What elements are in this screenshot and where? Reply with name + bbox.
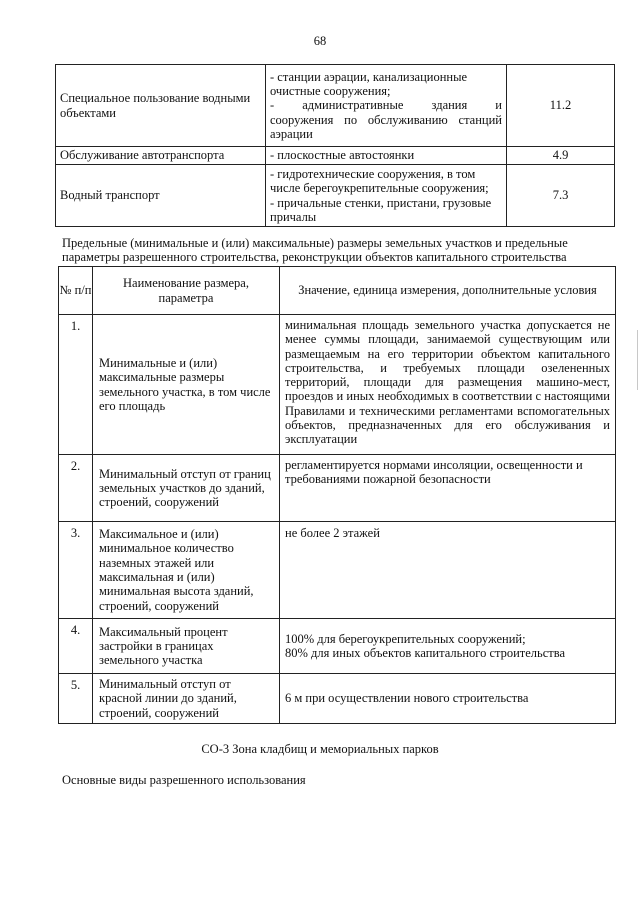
parameter-name: Минимальный отступ от границ земельных участков до зданий, строений, сооружений (93, 455, 280, 522)
parameter-value: минимальная площадь земельного участка допускается не менее суммы площади, занимаемой существующим или размещаемым на его территории объектом капитального строительства, и требуемых площади озелененных территорий, площади для размещения машино-мест, проездов и иных необходимых в соответствии с настоящими Правилами и техническими регламентами вспомогательных объектов, предназначенных для его обслуживания и эксплуатации (280, 315, 616, 455)
description-line: - причальные стенки, пристани, грузовые (270, 195, 492, 210)
table-row (56, 147, 615, 165)
permitted-uses-table (55, 64, 615, 227)
use-name: Специальное пользование водными объектами (56, 65, 266, 147)
use-name: Водный транспорт (56, 165, 266, 227)
parameter-value (280, 619, 616, 674)
table-row (59, 619, 616, 674)
parameter-value: не более 2 этажей (280, 522, 616, 619)
section-heading: Основные виды разрешенного использования (62, 773, 306, 787)
table-row (56, 65, 615, 147)
parameter-name: Минимальные и (или) максимальные размеры земельного участка, в том числе его площадь (93, 315, 280, 455)
description-line: аэрации (270, 126, 313, 141)
header-value: Значение, единица измерения, дополнительные условия (280, 267, 616, 315)
use-description (266, 147, 507, 165)
parameter-value: регламентируется нормами инсоляции, освещенности и требованиями пожарной безопасности (280, 455, 616, 522)
description-line: - гидротехнические сооружения, в том (270, 166, 476, 181)
description-line: - станции аэрации, канализационные (270, 69, 468, 84)
use-description (266, 165, 507, 227)
table-row (56, 165, 615, 227)
value-line: 100% для берегоукрепительных сооружений; (285, 631, 526, 646)
description-line: очистные сооружения; (270, 84, 391, 99)
row-number: 1. (59, 315, 93, 455)
table-row (59, 674, 616, 724)
parameters-table (58, 266, 616, 724)
description-line: причалы (270, 209, 317, 224)
description-line: сооружения по обслуживанию станций (270, 112, 502, 127)
use-code: 4.9 (507, 147, 615, 165)
use-code: 11.2 (507, 65, 615, 147)
table-header-row (59, 267, 616, 315)
use-description (266, 65, 507, 147)
params-intro-text: Предельные (минимальные и (или) максимальные) размеры земельных участков и предельные параметры разрешенного строительства, реконструкции объектов капитального строительства (62, 236, 568, 265)
header-name: Наименование размера, параметра (93, 267, 280, 315)
zone-title: СО-3 Зона кладбищ и мемориальных парков (201, 742, 439, 756)
description-line: - административные здания и (270, 98, 502, 113)
page-number: 68 (313, 34, 327, 48)
use-name: Обслуживание автотранспорта (56, 147, 266, 165)
parameter-name: Максимальное и (или) минимальное количество наземных этажей или максимальная и (или) минимальная высота зданий, строений, сооружений (93, 522, 280, 619)
row-number: 3. (59, 522, 93, 619)
parameter-name: Минимальный отступ от красной линии до зданий, строений, сооружений (93, 674, 280, 724)
table-row (59, 455, 616, 522)
table-row (59, 315, 616, 455)
row-number: 5. (59, 674, 93, 724)
use-code: 7.3 (507, 165, 615, 227)
scan-edge-mark (637, 330, 638, 390)
value-line: 80% для иных объектов капитального строительства (285, 646, 566, 660)
parameter-value: 6 м при осуществлении нового строительства (280, 674, 616, 724)
header-num: № п/п (59, 267, 93, 315)
row-number: 2. (59, 455, 93, 522)
description-line: - плоскостные автостоянки (270, 148, 415, 163)
row-number: 4. (59, 619, 93, 674)
description-line: числе берегоукрепительные сооружения; (270, 181, 489, 196)
parameter-name: Максимальный процент застройки в границах земельного участка (93, 619, 280, 674)
table-row (59, 522, 616, 619)
